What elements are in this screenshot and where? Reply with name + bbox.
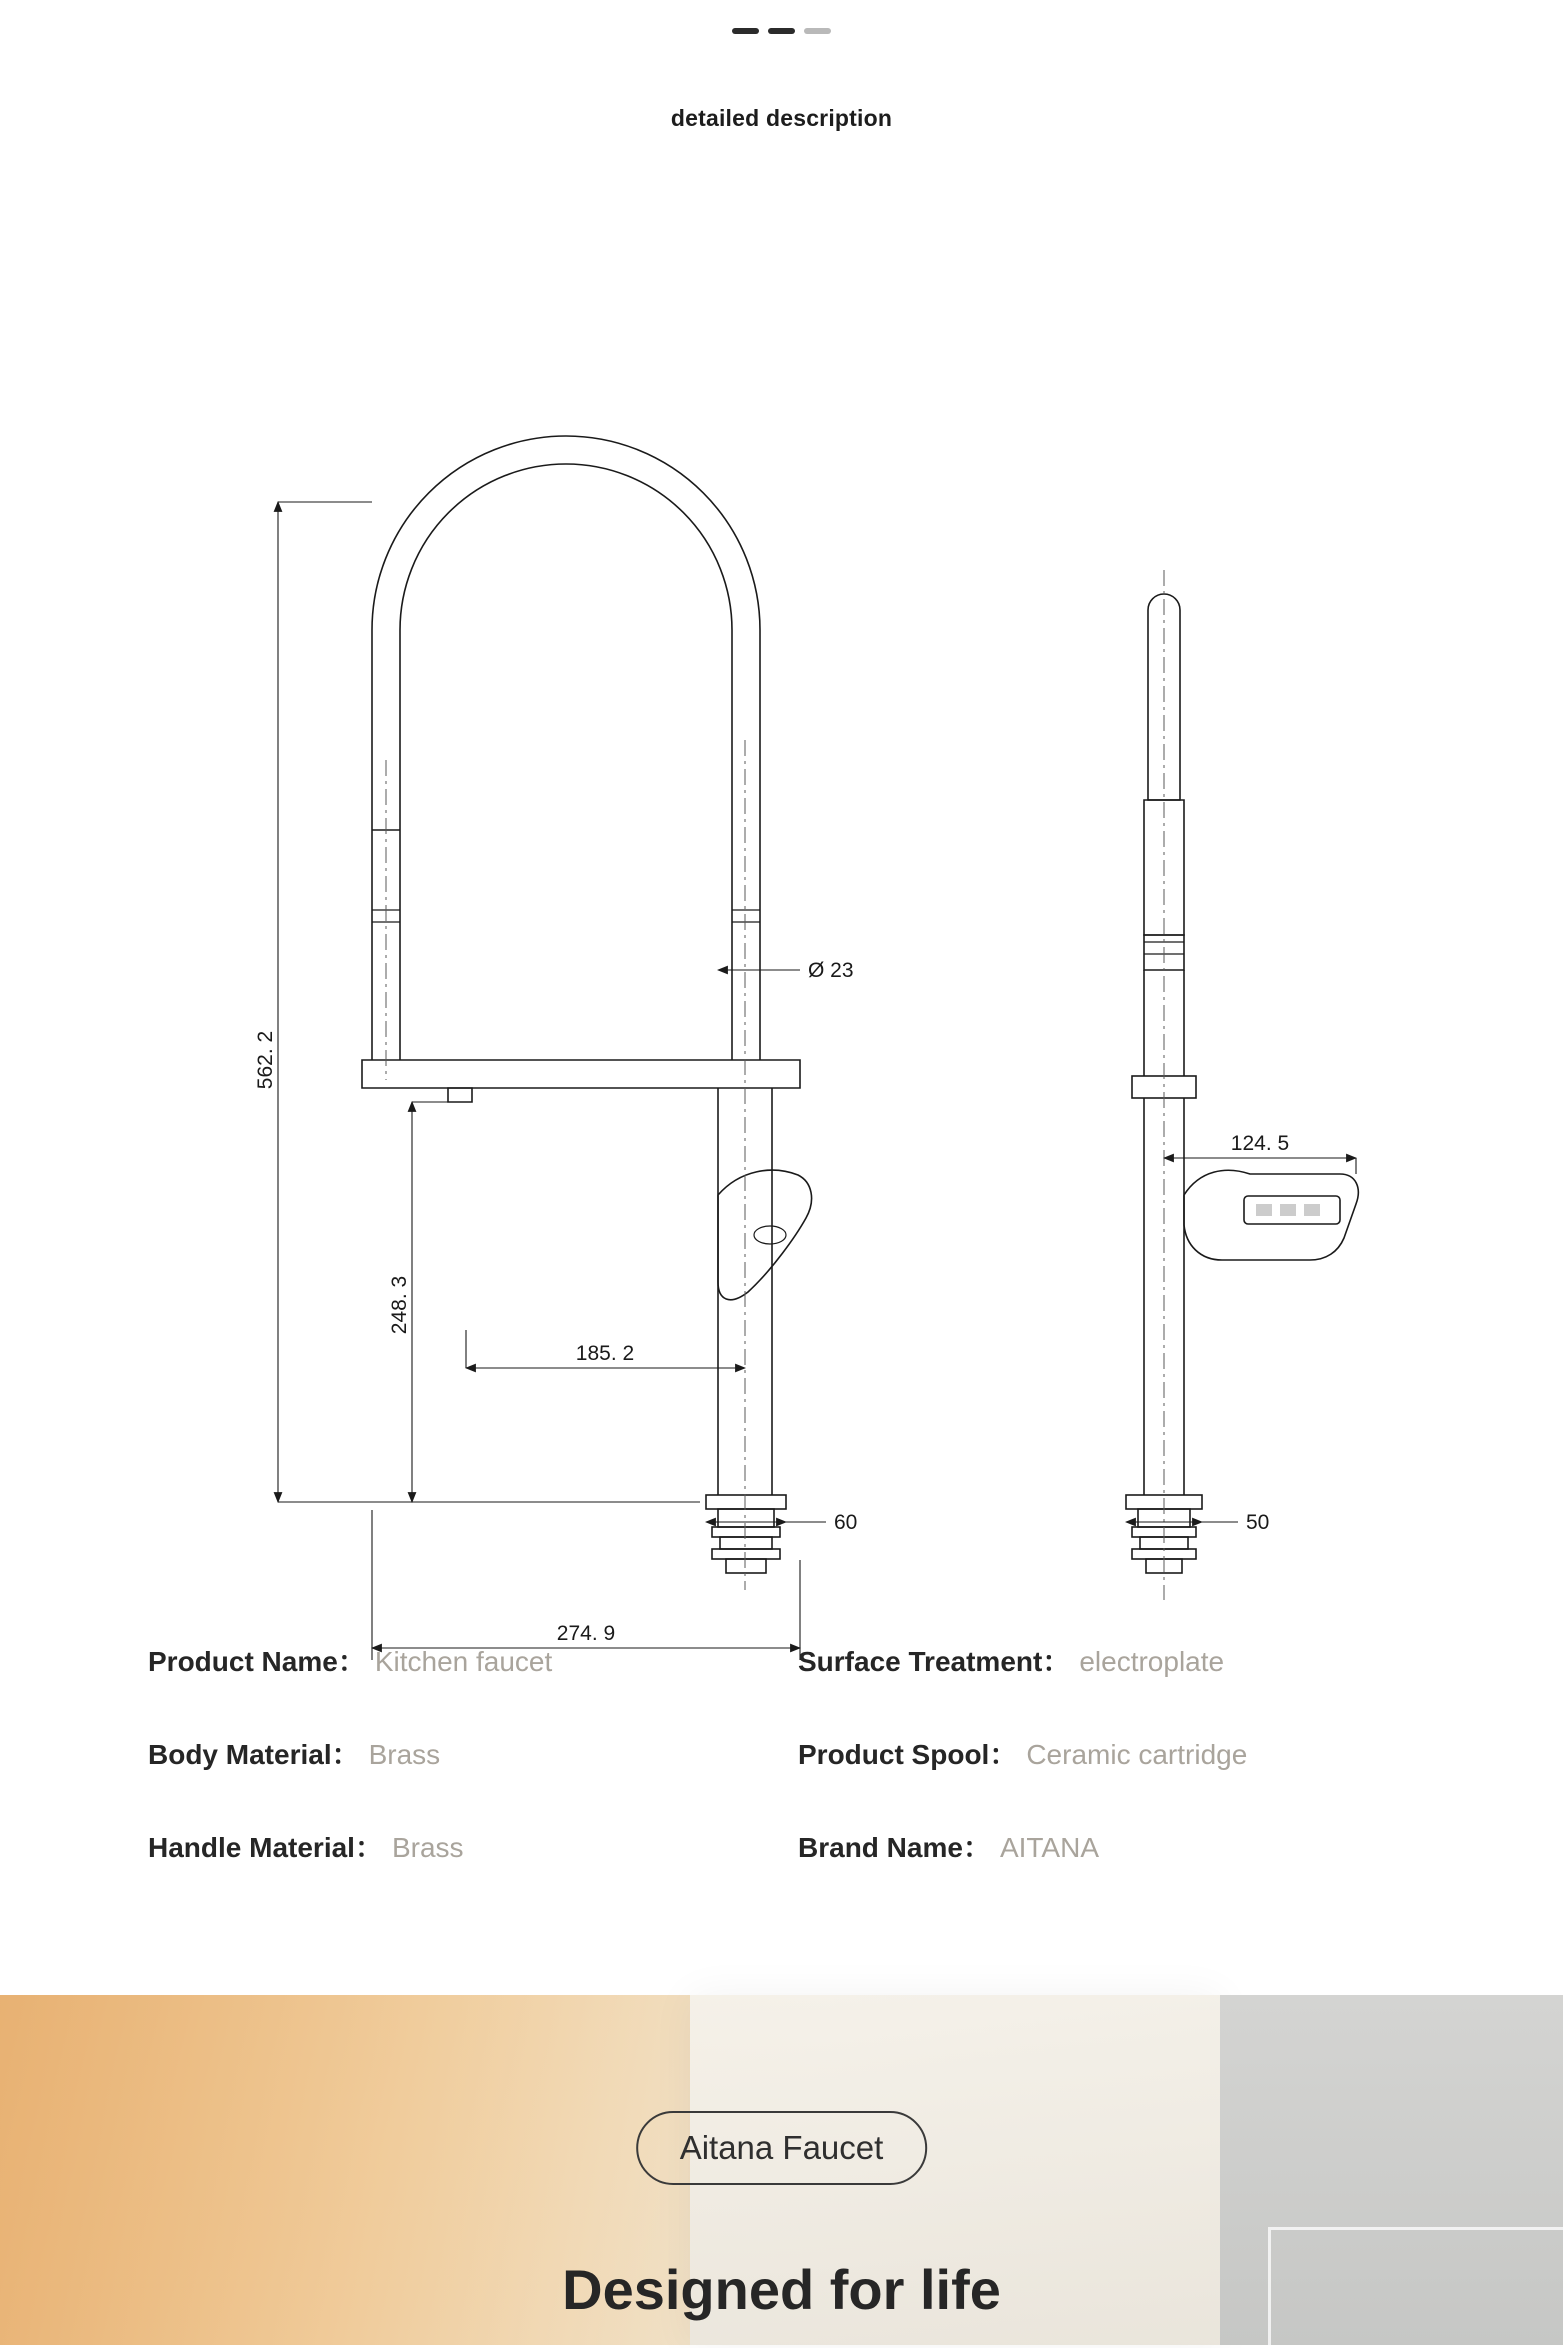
- spec-product-spool: [798, 1733, 1428, 1773]
- product-spec-table: [148, 1640, 1428, 1919]
- spec-label: Handle Material：: [148, 1832, 383, 1863]
- spec-value: Kitchen faucet: [374, 1646, 553, 1677]
- spec-label: Product Name：: [148, 1646, 366, 1677]
- page-dot-3[interactable]: [804, 28, 831, 34]
- spec-body-material: [148, 1733, 798, 1773]
- brand-pill: Aitana Faucet: [636, 2111, 928, 2185]
- spec-value: Brass: [368, 1739, 441, 1770]
- spec-brand-name: [798, 1826, 1428, 1866]
- spec-label: Body Material：: [148, 1739, 360, 1770]
- svg-text:Ø 23: Ø 23: [808, 959, 854, 982]
- spec-label: Product Spool：: [798, 1739, 1018, 1770]
- spec-label: Brand Name：: [798, 1832, 991, 1863]
- page-dot-1[interactable]: [732, 28, 759, 34]
- spec-row: [148, 1640, 1428, 1680]
- banner-frame-accent: [1268, 2227, 1566, 2348]
- spec-value: Ceramic cartridge: [1026, 1739, 1248, 1770]
- spec-value: Brass: [391, 1832, 464, 1863]
- spec-row: [148, 1826, 1428, 1866]
- lifestyle-banner: [0, 1995, 1563, 2345]
- svg-text:50: 50: [1246, 1511, 1270, 1534]
- spec-value: AITANA: [999, 1832, 1100, 1863]
- svg-text:185. 2: 185. 2: [575, 1342, 635, 1365]
- spec-handle-material: [148, 1826, 798, 1866]
- page-title: detailed description: [670, 105, 893, 131]
- banner-tagline: Designed for life: [562, 2258, 1001, 2321]
- spec-row: [148, 1733, 1428, 1773]
- spec-value: electroplate: [1079, 1646, 1225, 1677]
- svg-text:124. 5: 124. 5: [1230, 1132, 1290, 1155]
- page-indicator: [0, 28, 1563, 34]
- svg-text:248. 3: 248. 3: [388, 1275, 411, 1335]
- svg-text:274. 9: 274. 9: [556, 1622, 616, 1645]
- svg-text:60: 60: [834, 1511, 858, 1534]
- page-dot-2[interactable]: [768, 28, 795, 34]
- spec-surface-treatment: [798, 1640, 1428, 1680]
- spec-label: Surface Treatment：: [798, 1646, 1071, 1677]
- spec-product-name: [148, 1640, 798, 1680]
- svg-text:562. 2: 562. 2: [254, 1030, 277, 1090]
- technical-drawing: [0, 270, 1563, 1645]
